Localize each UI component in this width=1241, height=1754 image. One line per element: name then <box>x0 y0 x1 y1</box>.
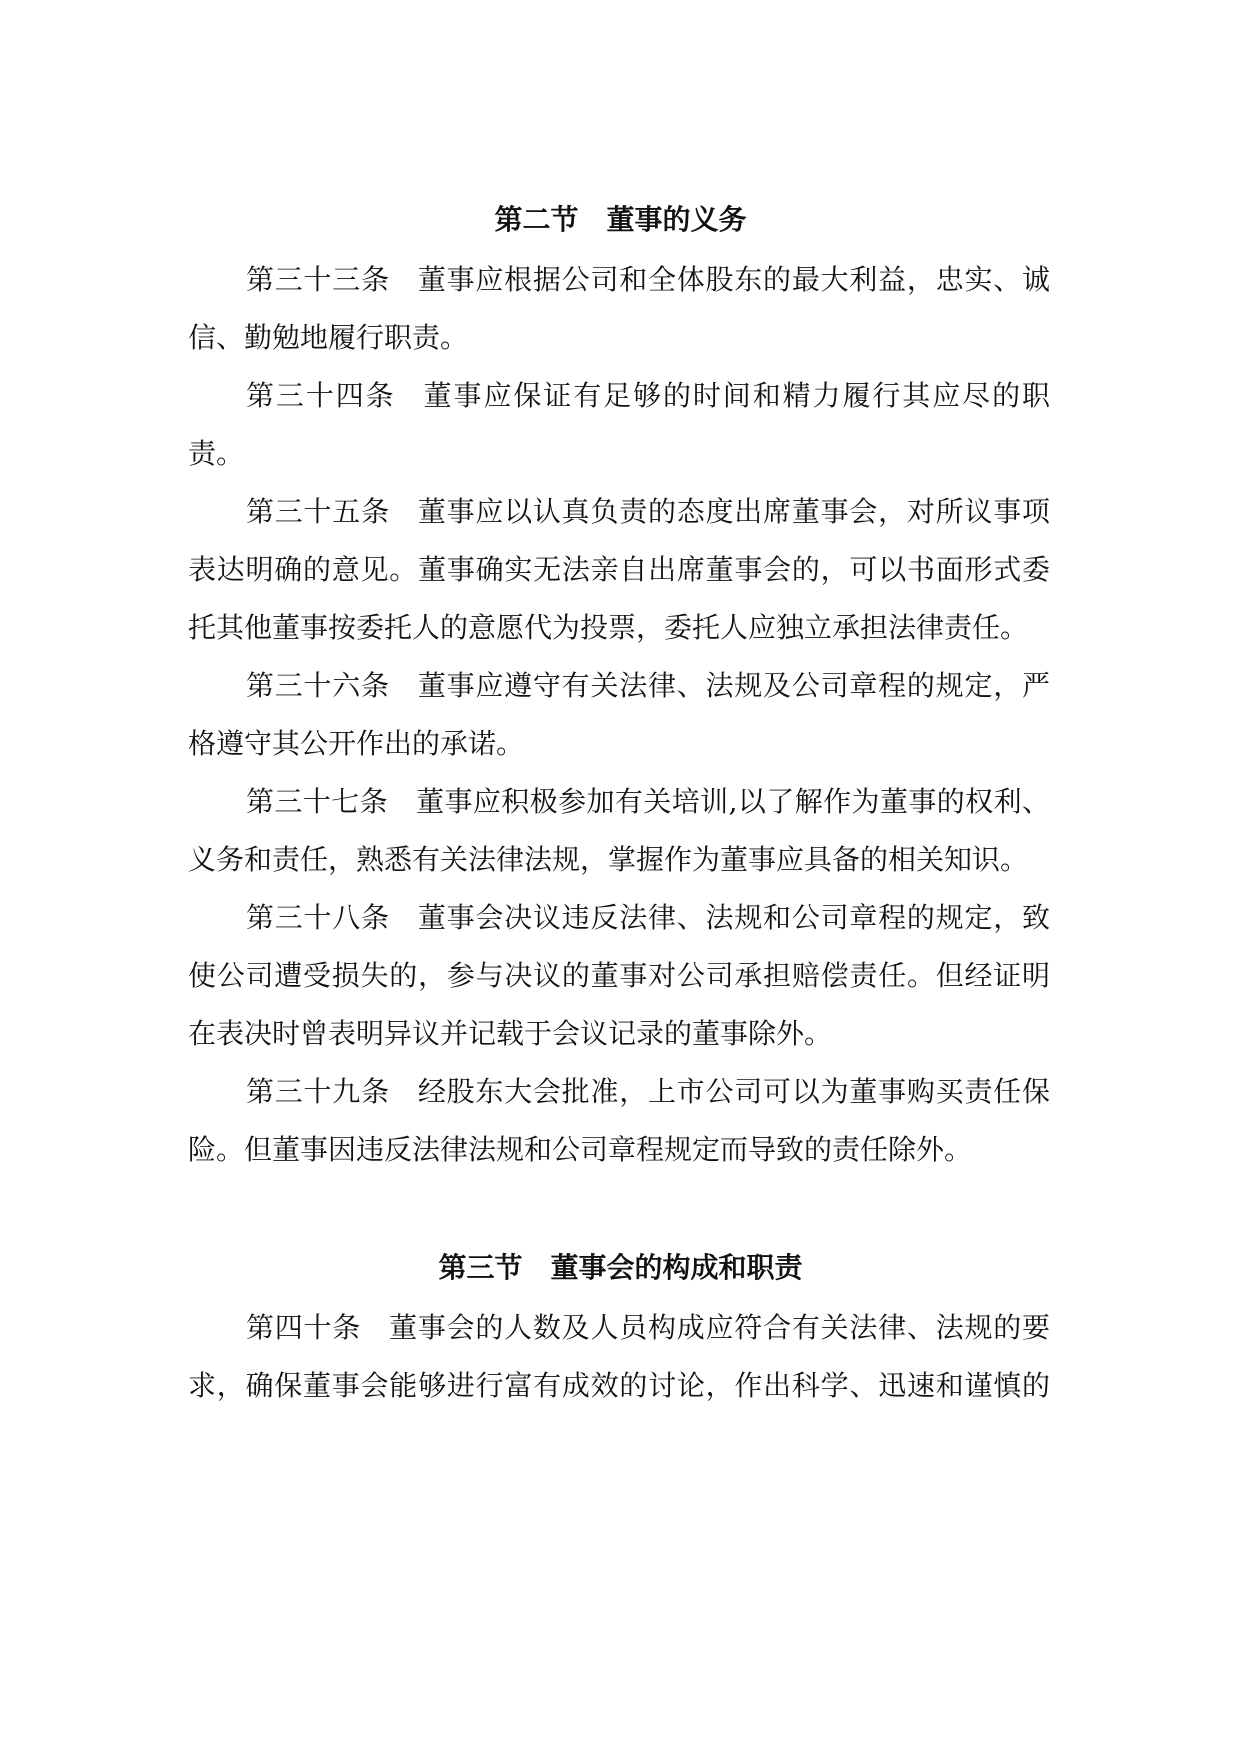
article-text: 董事应保证有足够的时间和精力履行其应尽的职 <box>423 379 1050 412</box>
article-34-line-2: 责。 <box>188 437 245 470</box>
article-number: 第三十九条 <box>246 1075 390 1108</box>
article-39-line-1 <box>246 1072 1050 1112</box>
article-38-line-2: 使公司遭受损失的，参与决议的董事对公司承担赔偿责任。但经证明 <box>188 959 1050 992</box>
article-37-line-2: 义务和责任，熟悉有关法律法规，掌握作为董事应具备的相关知识。 <box>188 843 1029 876</box>
article-number: 第四十条 <box>246 1311 362 1344</box>
article-40-line-1 <box>246 1308 1050 1348</box>
article-number: 第三十三条 <box>246 263 390 296</box>
article-38-line-3: 在表决时曾表明异议并记载于会议记录的董事除外。 <box>188 1017 833 1050</box>
section-heading-3: 第三节 董事会的构成和职责 <box>438 1251 803 1284</box>
article-35-line-3: 托其他董事按委托人的意愿代为投票，委托人应独立承担法律责任。 <box>188 611 1029 644</box>
article-text: 董事应积极参加有关培训,以了解作为董事的权利、 <box>416 785 1050 818</box>
article-33-line-2: 信、勤勉地履行职责。 <box>188 321 469 354</box>
article-number: 第三十七条 <box>246 785 389 818</box>
article-text: 董事会决议违反法律、法规和公司章程的规定，致 <box>417 901 1050 934</box>
article-text: 董事应以认真负责的态度出席董事会，对所议事项 <box>417 495 1050 528</box>
section-heading-2: 第二节 董事的义务 <box>494 203 747 236</box>
article-number: 第三十四条 <box>246 379 396 412</box>
article-number: 第三十八条 <box>246 901 390 934</box>
article-text: 董事会的人数及人员构成应符合有关法律、法规的要 <box>389 1311 1050 1344</box>
article-text: 董事应遵守有关法律、法规及公司章程的规定，严 <box>417 669 1050 702</box>
article-39-line-2: 险。但董事因违反法律法规和公司章程规定而导致的责任除外。 <box>188 1133 973 1166</box>
article-33-line-1 <box>246 260 1050 300</box>
article-number: 第三十五条 <box>246 495 390 528</box>
article-35-line-2: 表达明确的意见。董事确实无法亲自出席董事会的，可以书面形式委 <box>188 553 1050 586</box>
article-36-line-2: 格遵守其公开作出的承诺。 <box>188 727 525 760</box>
article-36-line-1 <box>246 666 1050 706</box>
article-37-line-1 <box>246 782 1050 822</box>
article-38-line-1 <box>246 898 1050 938</box>
article-35-line-1 <box>246 492 1050 532</box>
article-text: 董事应根据公司和全体股东的最大利益，忠实、诚 <box>417 263 1050 296</box>
article-40-line-2: 求，确保董事会能够进行富有成效的讨论，作出科学、迅速和谨慎的 <box>188 1369 1050 1402</box>
article-34-line-1 <box>246 376 1050 416</box>
article-number: 第三十六条 <box>246 669 390 702</box>
article-text: 经股东大会批准，上市公司可以为董事购买责任保 <box>417 1075 1050 1108</box>
